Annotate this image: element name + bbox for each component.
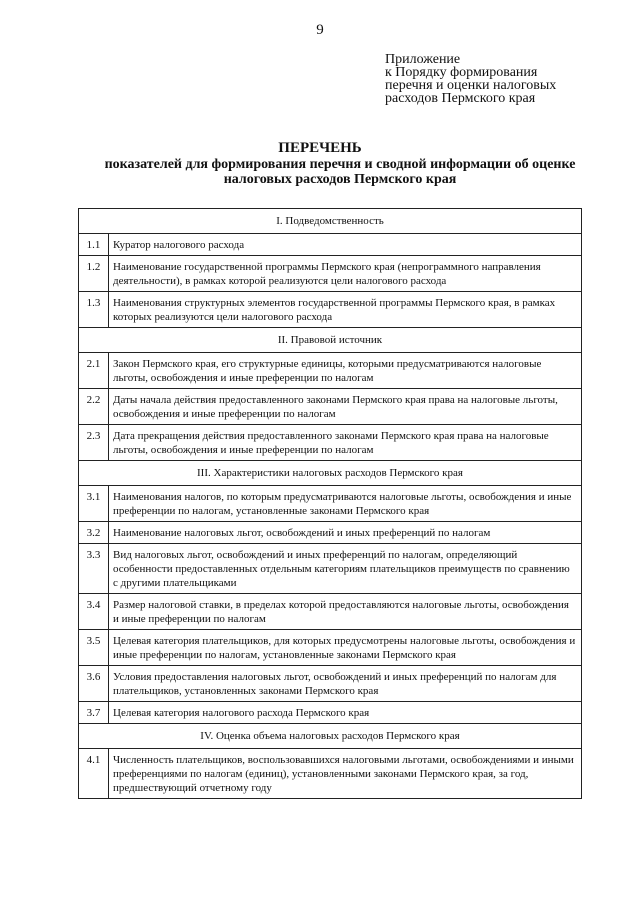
table-row — [79, 292, 582, 328]
section-heading: I. Подведомственность — [79, 209, 582, 234]
row-text: Даты начала действия предоставленного законами Пермского края права на налоговые льготы, освобождения и иные преференции по налогам — [109, 389, 582, 425]
table-row — [79, 256, 582, 292]
row-text: Условия предоставления налоговых льгот, освобождений и иных преференций по налогам для плательщиков, установленных законами Пермского края — [109, 666, 582, 702]
table-row — [79, 486, 582, 522]
row-text: Наименования налогов, по которым предусматриваются налоговые льготы, освобождения и иные преференции по налогам, установленные законами Пермского края — [109, 486, 582, 522]
table-row — [79, 749, 582, 799]
section-heading: III. Характеристики налоговых расходов Пермского края — [79, 461, 582, 486]
appendix-line: перечня и оценки налоговых — [385, 78, 557, 93]
appendix-line: Приложение — [385, 52, 461, 67]
row-number: 3.2 — [79, 522, 109, 544]
row-text: Наименование налоговых льгот, освобождений и иных преференций по налогам — [109, 522, 582, 544]
row-number: 1.3 — [79, 292, 109, 328]
appendix-line: расходов Пермского края — [385, 91, 536, 106]
appendix-note — [385, 53, 635, 105]
page-number: 9 — [316, 22, 324, 38]
row-number: 3.7 — [79, 702, 109, 724]
table-row — [79, 522, 582, 544]
section-heading-row — [79, 724, 582, 749]
row-text: Целевая категория налогового расхода Пермского края — [109, 702, 582, 724]
table-row — [79, 425, 582, 461]
table-row — [79, 702, 582, 724]
table-row — [79, 594, 582, 630]
subtitle-line: показателей для формирования перечня и сводной информации об оценке — [104, 157, 576, 172]
section-heading-row — [79, 328, 582, 353]
section-heading: II. Правовой источник — [79, 328, 582, 353]
table-row — [79, 666, 582, 702]
row-number: 2.2 — [79, 389, 109, 425]
section-heading: IV. Оценка объема налоговых расходов Пермского края — [79, 724, 582, 749]
row-number: 3.4 — [79, 594, 109, 630]
row-text: Вид налоговых льгот, освобождений и иных преференций по налогам, определяющий особенности предоставленных отдельным категориям плательщиков преимуществ по сравнению с другими плательщиками — [109, 544, 582, 594]
section-heading-row — [79, 209, 582, 234]
row-text: Дата прекращения действия предоставленного законами Пермского края права на налоговые льготы, освобождения и иные преференции по налогам — [109, 425, 582, 461]
row-number: 2.3 — [79, 425, 109, 461]
document-subtitle — [80, 157, 600, 187]
table-row — [79, 353, 582, 389]
table-row — [79, 544, 582, 594]
row-number: 1.2 — [79, 256, 109, 292]
section-heading-row — [79, 461, 582, 486]
table-row — [79, 630, 582, 666]
subtitle-line: налоговых расходов Пермского края — [223, 172, 457, 187]
row-number: 1.1 — [79, 234, 109, 256]
table-row — [79, 234, 582, 256]
row-number: 3.6 — [79, 666, 109, 702]
indicators-table — [78, 208, 582, 799]
row-number: 3.1 — [79, 486, 109, 522]
row-text: Целевая категория плательщиков, для которых предусмотрены налоговые льготы, освобождения и иные преференции по налогам, установленные законами Пермского края — [109, 630, 582, 666]
row-text: Размер налоговой ставки, в пределах которой предоставляются налоговые льготы, освобождения и иные преференции по налогам — [109, 594, 582, 630]
row-text: Наименование государственной программы Пермского края (непрограммного направления деятельности), в рамках которой реализуются цели налогового расхода — [109, 256, 582, 292]
appendix-line: к Порядку формирования — [385, 65, 538, 80]
row-number: 4.1 — [79, 749, 109, 799]
row-number: 2.1 — [79, 353, 109, 389]
row-number: 3.5 — [79, 630, 109, 666]
row-text: Численность плательщиков, воспользовавшихся налоговыми льготами, освобождениями и иными преференциями по налогам (единиц), установленными законами Пермского края, за год, предшествующий отчетному году — [109, 749, 582, 799]
row-number: 3.3 — [79, 544, 109, 594]
table-row — [79, 389, 582, 425]
row-text: Закон Пермского края, его структурные единицы, которыми предусматриваются налоговые льготы, освобождения и иные преференции по налогам — [109, 353, 582, 389]
row-text: Наименования структурных элементов государственной программы Пермского края, в рамках которых реализуются цели налогового расхода — [109, 292, 582, 328]
row-text: Куратор налогового расхода — [109, 234, 582, 256]
document-title: ПЕРЕЧЕНЬ — [278, 140, 362, 156]
